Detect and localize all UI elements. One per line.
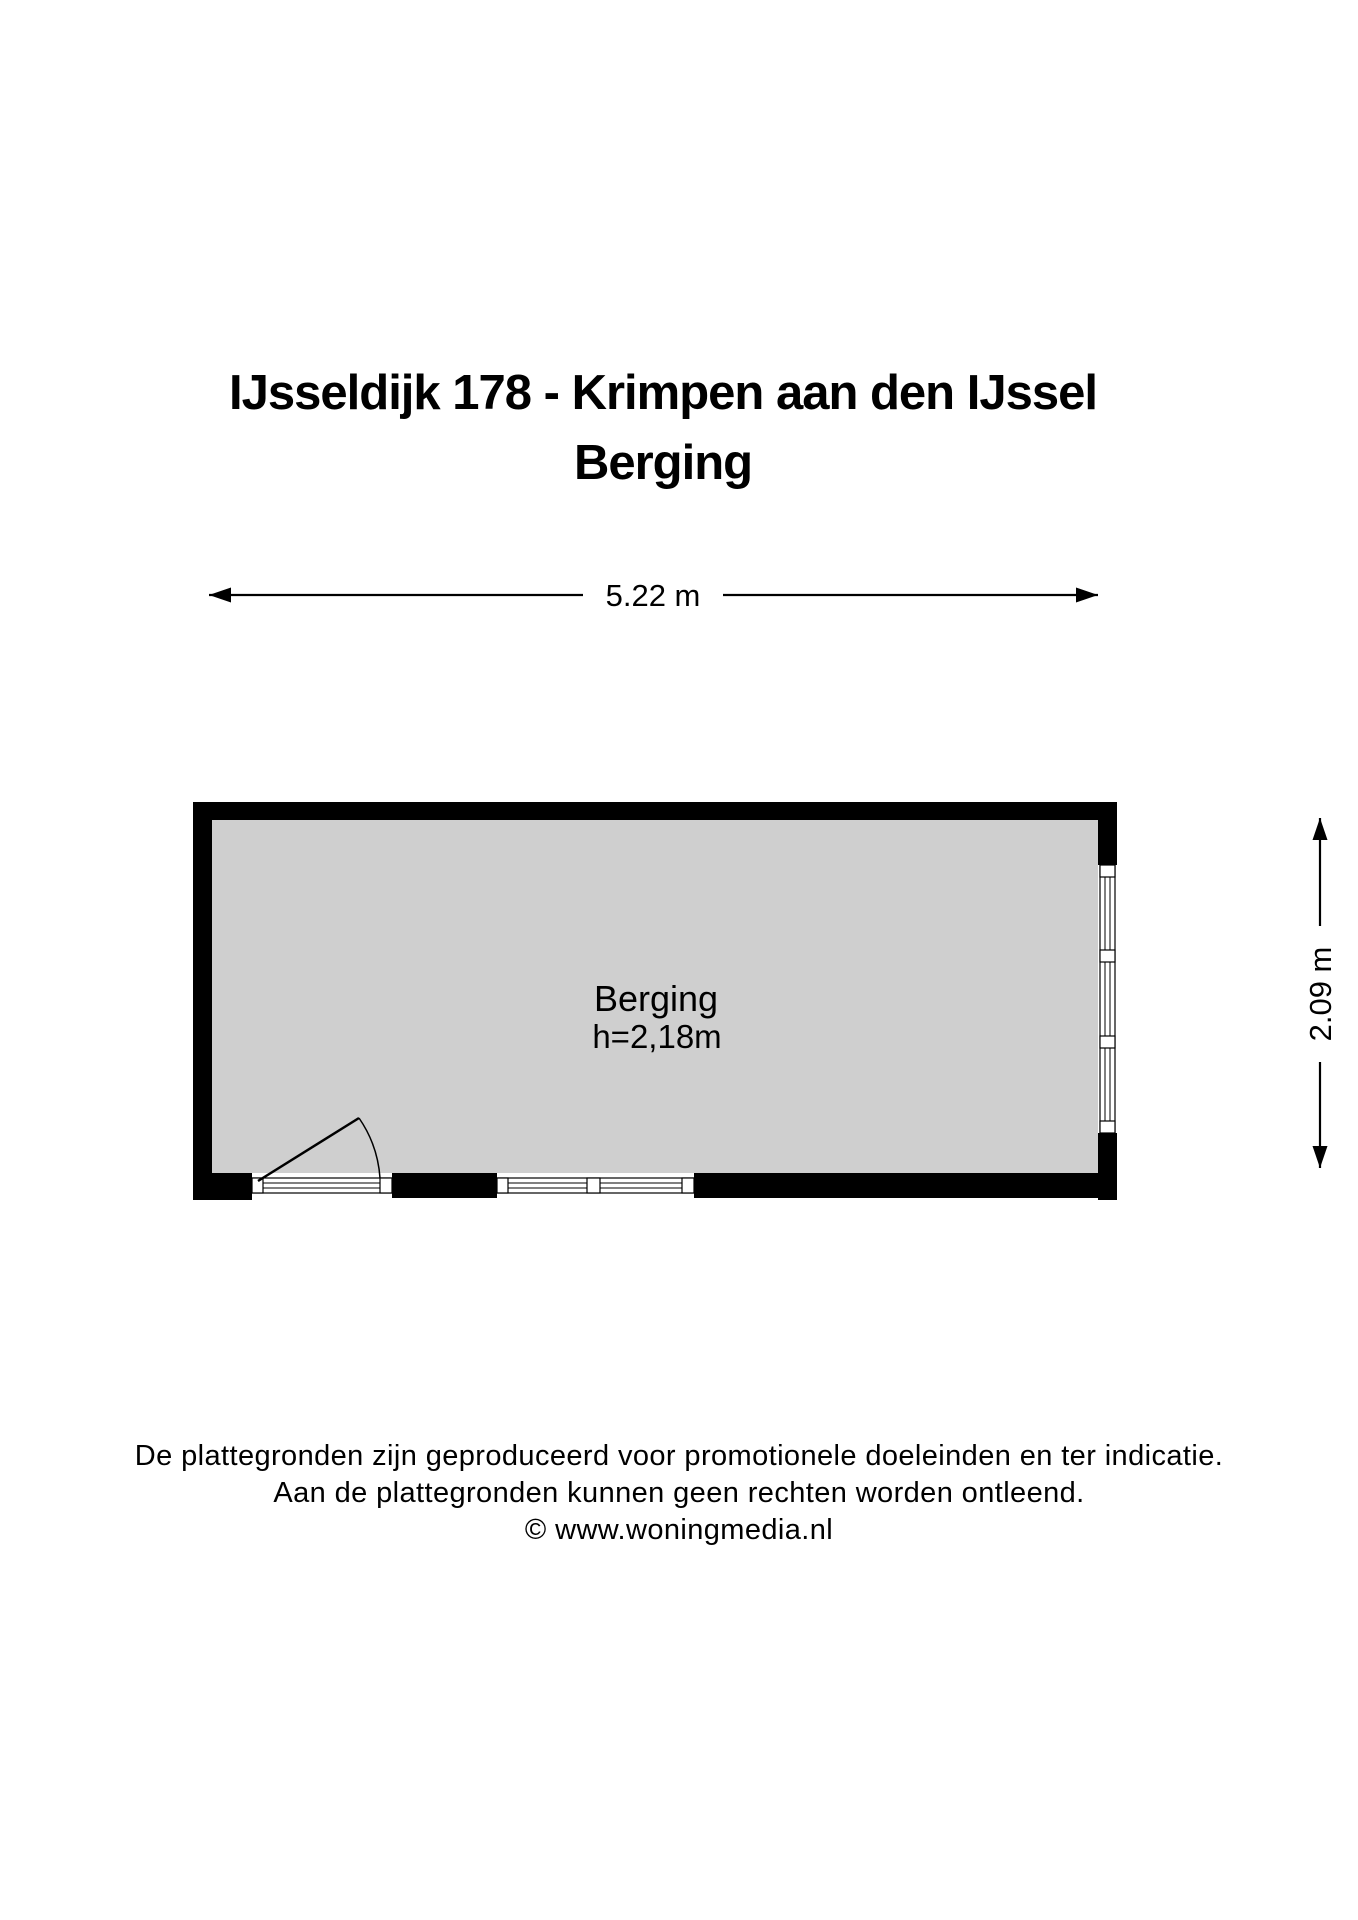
wall-right-upper <box>1098 802 1117 865</box>
page-title-address: IJsseldijk 178 - Krimpen aan den IJssel <box>229 366 1097 420</box>
footer-line-2: Aan de plattegronden kunnen geen rechten worden ontleend. <box>273 1477 1085 1509</box>
right-window-sill-bottom <box>1100 1121 1115 1133</box>
right-window-frame <box>1100 865 1115 1133</box>
door-threshold <box>252 1178 392 1193</box>
height-dimension-label: 2.09 m <box>1303 946 1338 1042</box>
footer-disclaimer <box>0 1438 1358 1549</box>
width-dimension <box>209 578 1098 613</box>
footer-copyright: © www.woningmedia.nl <box>524 1514 834 1546</box>
wall-left <box>193 802 212 1200</box>
wall-bottom-right-segment <box>694 1173 1117 1198</box>
wall-bottom-corner-block <box>193 1173 252 1200</box>
width-dimension-label: 5.22 m <box>605 578 701 613</box>
right-window-mullion <box>1100 1036 1115 1048</box>
height-dimension-arrowhead-top <box>1313 818 1328 840</box>
room-name-label: Berging <box>593 978 719 1019</box>
width-dimension-arrowhead-left <box>209 588 231 603</box>
wall-bottom-mid-segment <box>392 1173 497 1198</box>
wall-top <box>193 802 1117 820</box>
footer-line-1: De plattegronden zijn geproduceerd voor promotionele doeleinden en ter indicatie. <box>134 1440 1224 1472</box>
right-window-sill-top <box>1100 865 1115 877</box>
height-dimension <box>1303 818 1338 1168</box>
width-dimension-arrowhead-right <box>1076 588 1098 603</box>
door-jamb-right <box>380 1178 392 1193</box>
bottom-window-mullion <box>587 1178 600 1193</box>
room-ceiling-height-label: h=2,18m <box>592 1018 722 1055</box>
bottom-window-jamb-right <box>682 1178 694 1193</box>
bottom-window-jamb-left <box>497 1178 508 1193</box>
height-dimension-arrowhead-bottom <box>1313 1146 1328 1168</box>
right-window-mullion <box>1100 950 1115 962</box>
bottom-window <box>497 1178 694 1193</box>
right-window <box>1100 865 1115 1133</box>
page-title-room: Berging <box>573 436 753 490</box>
